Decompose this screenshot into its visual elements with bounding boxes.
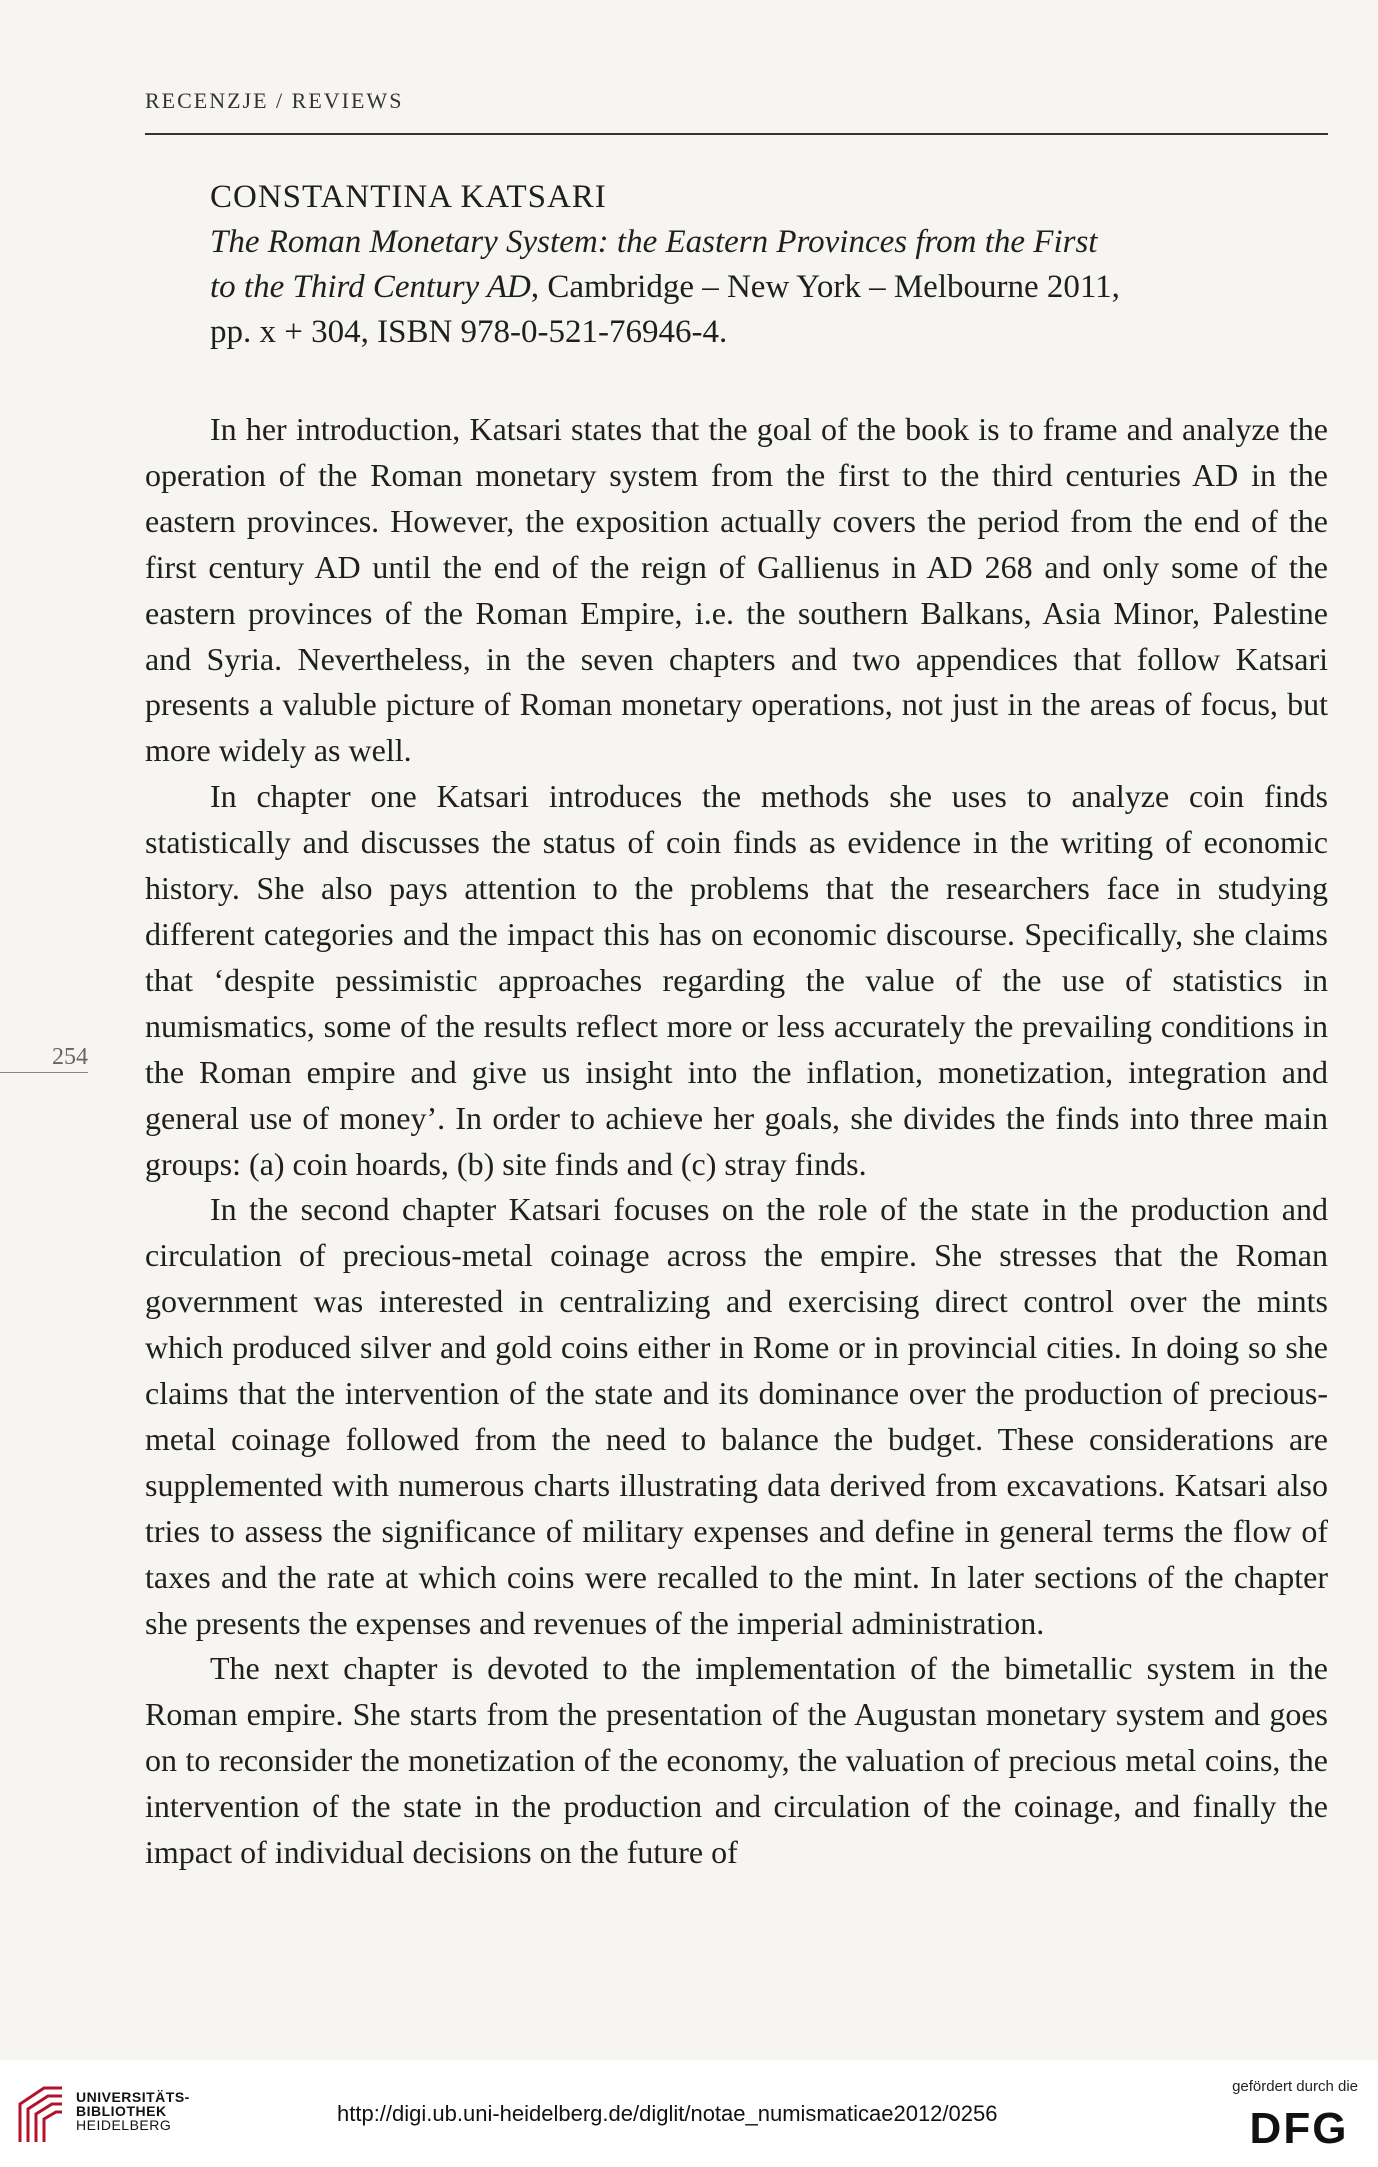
header-rule — [145, 133, 1328, 135]
svg-text:DFG: DFG — [1249, 2104, 1349, 2147]
page-number: 254 — [0, 1042, 88, 1073]
section-header: RECENZJE / REVIEWS — [145, 88, 404, 113]
author-name: CONSTANTINA KATSARI — [210, 179, 607, 215]
library-name-line-3: HEIDELBERG — [76, 2117, 172, 2133]
publication-info: , Cambridge – New York – Melbourne 2011, — [530, 269, 1120, 305]
book-title-line-2-wrapper — [210, 265, 1270, 310]
funder-label: gefördert durch die — [1232, 2078, 1358, 2095]
library-name-line-1: UNIVERSITÄTS- — [76, 2089, 190, 2105]
digitization-footer — [0, 2060, 1378, 2167]
source-url-link[interactable]: http://digi.ub.uni-heidelberg.de/diglit/notae_numismaticae2012/0256 — [337, 2101, 998, 2126]
paragraph: In the second chapter Katsari focuses on the role of the state in the production and circulation of precious-metal coinage across the empire. She stresses that the Roman government was interested in centralizing and exercising direct control over the mints which produced silver and gold coins either in Rome or in provincial cities. In doing so she claims that the intervention of the state and its dominance over the production of precious-metal coinage followed from the need to balance the budget. These considerations are supplemented with numerous charts illustrating data derived from excavations. Katsari also tries to assess the significance of military expenses and define in general terms the flow of taxes and the rate at which coins were recalled to the mint. In later sections of the chapter she presents the expenses and revenues of the imperial administration. — [145, 1191, 1328, 1641]
publication-details: pp. x + 304, ISBN 978-0-521-76946-4. — [210, 314, 728, 350]
book-title-line-2: to the Third Century AD — [210, 269, 531, 305]
review-body — [145, 407, 1328, 1876]
review-citation — [210, 175, 1270, 355]
dfg-logo-icon — [1240, 2103, 1358, 2147]
library-name — [76, 2090, 190, 2132]
book-title-line-1: The Roman Monetary System: the Eastern Provinces from the First — [210, 224, 1098, 260]
paragraph: The next chapter is devoted to the implementation of the bimetallic system in the Roman empire. She starts from the presentation of the Augustan monetary system and goes on to reconsider the monetization of the economy, the valuation of precious metal coins, the intervention of the state in the production and circulation of the coinage, and finally the impact of individual decisions on the future of — [145, 1650, 1328, 1871]
library-name-line-2: BIBLIOTHEK — [76, 2103, 167, 2119]
library-logo-icon — [14, 2082, 66, 2146]
paragraph: In her introduction, Katsari states that the goal of the book is to frame and analyze the operation of the Roman monetary system from the first to the third centuries AD in the eastern provinces. However, the exposition actually covers the period from the end of the first century AD until the end of the reign of Gallienus in AD 268 and only some of the eastern provinces of the Roman Empire, i.e. the southern Balkans, Asia Minor, Palestine and Syria. Nevertheless, in the seven chapters and two appendices that follow Katsari presents a valuble picture of Roman monetary operations, not just in the areas of focus, but more widely as well. — [145, 411, 1328, 769]
paragraph: In chapter one Katsari introduces the methods she uses to analyze coin finds statistically and discusses the status of coin finds as evidence in the writing of economic history. She also pays attention to the problems that the researchers face in studying different categories and the impact this has on economic discourse. Specifically, she claims that ‘despite pessimistic approaches regarding the value of the use of statistics in numismatics, some of the results reflect more or less accurately the prevailing conditions in the Roman empire and give us insight into the inflation, monetization, integration and general use of money’. In order to achieve her goals, she divides the finds into three main groups: (a) coin hoards, (b) site finds and (c) stray finds. — [145, 778, 1328, 1182]
